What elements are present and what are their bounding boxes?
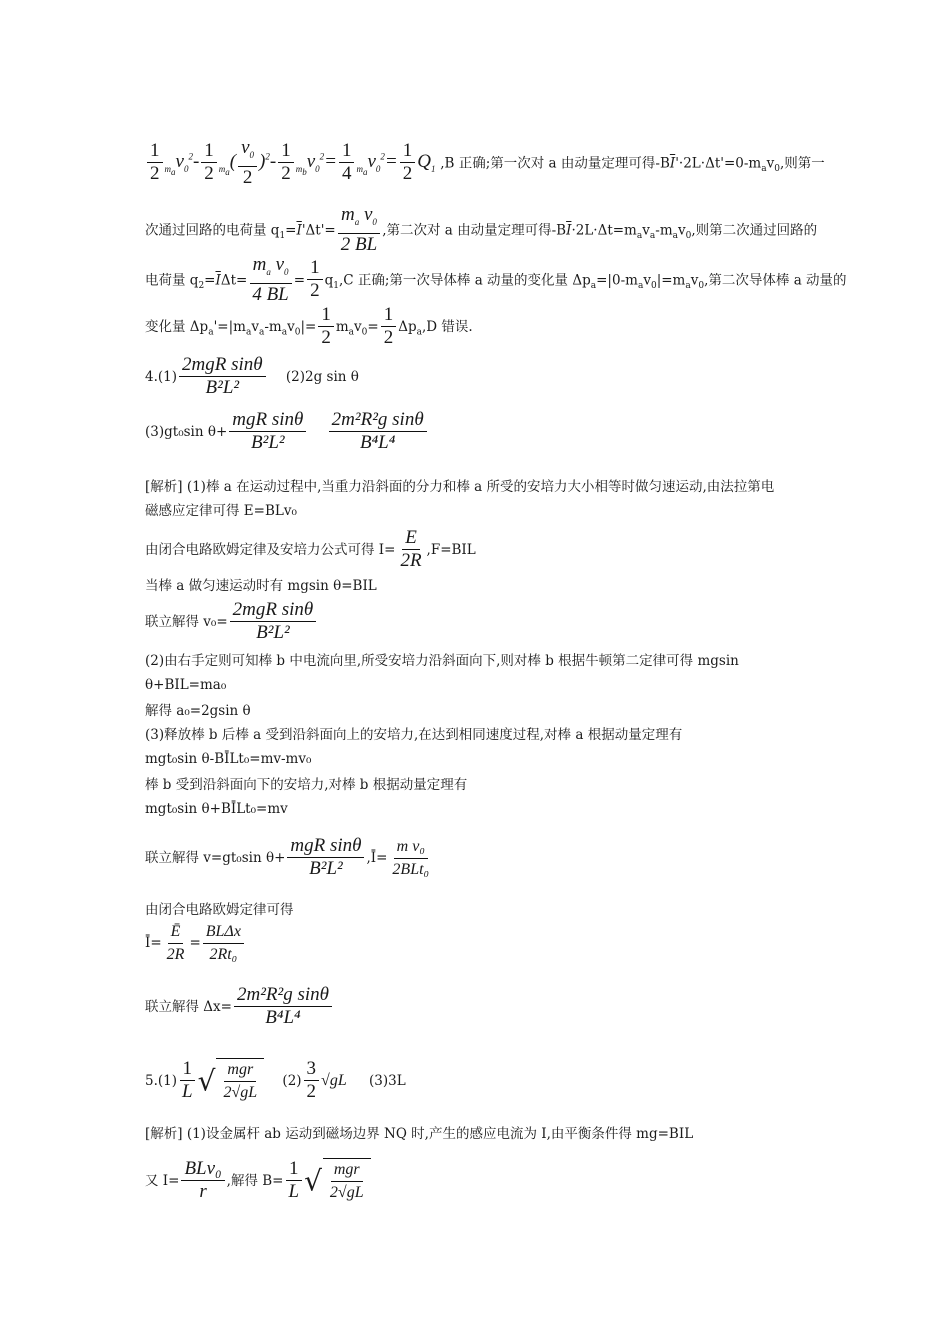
q4-analysis-2: 磁感应定律可得 E=BLv₀ [145,503,297,519]
q4-p3-a: (3)释放棒 b 后棒 a 受到沿斜面向上的安培力,在达到相同速度过程,对棒 a 根据动量定理有 [145,727,683,743]
q4-p2-b: θ+BIL=ma₀ [145,677,227,693]
q5-label: 5.(1) [145,1073,178,1090]
q5-analysis: [解析] (1)设金属杆 ab 运动到磁场边界 NQ 时,产生的感应电流为 I,由平衡条件得 mg=BIL [145,1126,694,1142]
q4-ohm-line: 由闭合电路欧姆定律及安培力公式可得 I= $\frac{E}{2R}$ ,F=BIL [145,527,476,571]
q4-uniform-line: 当棒 a 做匀速运动时有 mgsin θ=BIL [145,578,377,594]
q4-p3-ohm: 由闭合电路欧姆定律可得 [145,902,294,918]
q4-answer-1-2: 4.(1) $\frac{\text{2mgR sinθ}}{\text{B²L²}}$ (2)2g sin θ [145,354,359,398]
q4-answer-3: (3)gt₀sin θ+ $\frac{\text{mgR sinθ}}{\text{B²L²}}$ $\frac{\text{2m²R²g sinθ}}{\text{B⁴L⁴}}$ [145,410,429,453]
q4-p3-b: mgt₀sin θ-BĪLt₀=mv-mv₀ [145,751,312,767]
q4-solve-line: 联立解得 v₀= $\frac{\text{2mgR sinθ}}{\text{B²L²}}$ [145,600,318,643]
eq-line-4: 变化量 $\Delta p_a'=|m_av_a-m_av_0|=$ $\frac{1}{2}$ $m_av_0=$ $\frac{1}{2}$ $\Delta p_a,D$ 错误. [145,304,473,348]
q4-p3-x: 联立解得 Δx= $\frac{\text{2m²R²g sinθ}}{\text{B⁴L⁴}}$ [145,985,334,1028]
q5-last-line: 又 I= $\frac{\text{BLv₀}}{r}$ ,解得 B= $\frac{1}{L}$ √ $\frac{\text{mgr}}{2√gL}$ [145,1158,371,1203]
q5-answers: 5.(1) $\frac{1}{L}$ √ $\frac{\text{mgr}}{2√gL}$ (2) $\frac{3}{2}$ √gL (3)3L [145,1058,406,1103]
eq-line-1: $\frac{1}{2}$ $_{m_a}v_0^2-$ $\frac{1}{2}$ $_{m_a}$( $\frac{v_0}{2}$ )$^2$- $\frac{1}{2}$ $_{m_b}v_0^2=$ $\frac{1}{4}$ $_{m_a}v_0^2=$ $\frac{1}{2}$ $Q_1$ ,B 正确;第一次对 a 由动量定理可得$-B\overline{I}'\cdot 2L\cdot\Delta t'=0-m_av_0$,则第一 [145,138,825,188]
q4-p3-i: Ī= $\frac{Ē}{2R}$ = $\frac{\text{BLΔx}}{\text{2Rt₀}}$ [145,922,246,965]
q4-p3-d: mgt₀sin θ+BĪLt₀=mv [145,801,288,817]
q4-label: 4.(1) [145,368,178,385]
eq-line-2: 次通过回路的电荷量 $q_1=\overline{I}'\Delta t'=$ $\frac{m_a v_0}{2 BL}$ ,第二次对 a 由动量定理可得$-B\overline{I}\cdot 2L\cdot\Delta t=m_av_a-m_av_0$,则第二次通过回路的 [145,204,818,255]
eq-line-3: 电荷量 $q_2=\overline{I}\Delta t=$ $\frac{m_a v_0}{4 BL}$ = $\frac{1}{2}$ $q_1,C$ 正确;第一次导体棒 a 动量的变化量 $\Delta p_a=|0-m_av_0|=m_av_0$,第二次导体棒 a 动量的 [145,254,847,305]
q4-p2-c: 解得 a₀=2gsin θ [145,703,251,719]
line1-text: ,B 正确;第一次对 a 由动量定理可得-B [440,155,670,172]
q4-p3-c: 棒 b 受到沿斜面向下的安培力,对棒 b 根据动量定理有 [145,777,468,793]
q4-p2-a: (2)由右手定则可知棒 b 中电流向里,所受安培力沿斜面向下,则对棒 b 根据牛顿第二定律可得 mgsin [145,653,739,669]
q4-analysis-1: [解析] (1)棒 a 在运动过程中,当重力沿斜面的分力和棒 a 所受的安培力大小相等时做匀速运动,由法拉第电 [145,479,775,495]
q4-p3-solve: 联立解得 v=gt₀sin θ+ $\frac{\text{mgR sinθ}}{\text{B²L²}}$ ,Ī= $\frac{\text{m v₀}}{\text{2BLt₀}}$ [145,835,430,879]
